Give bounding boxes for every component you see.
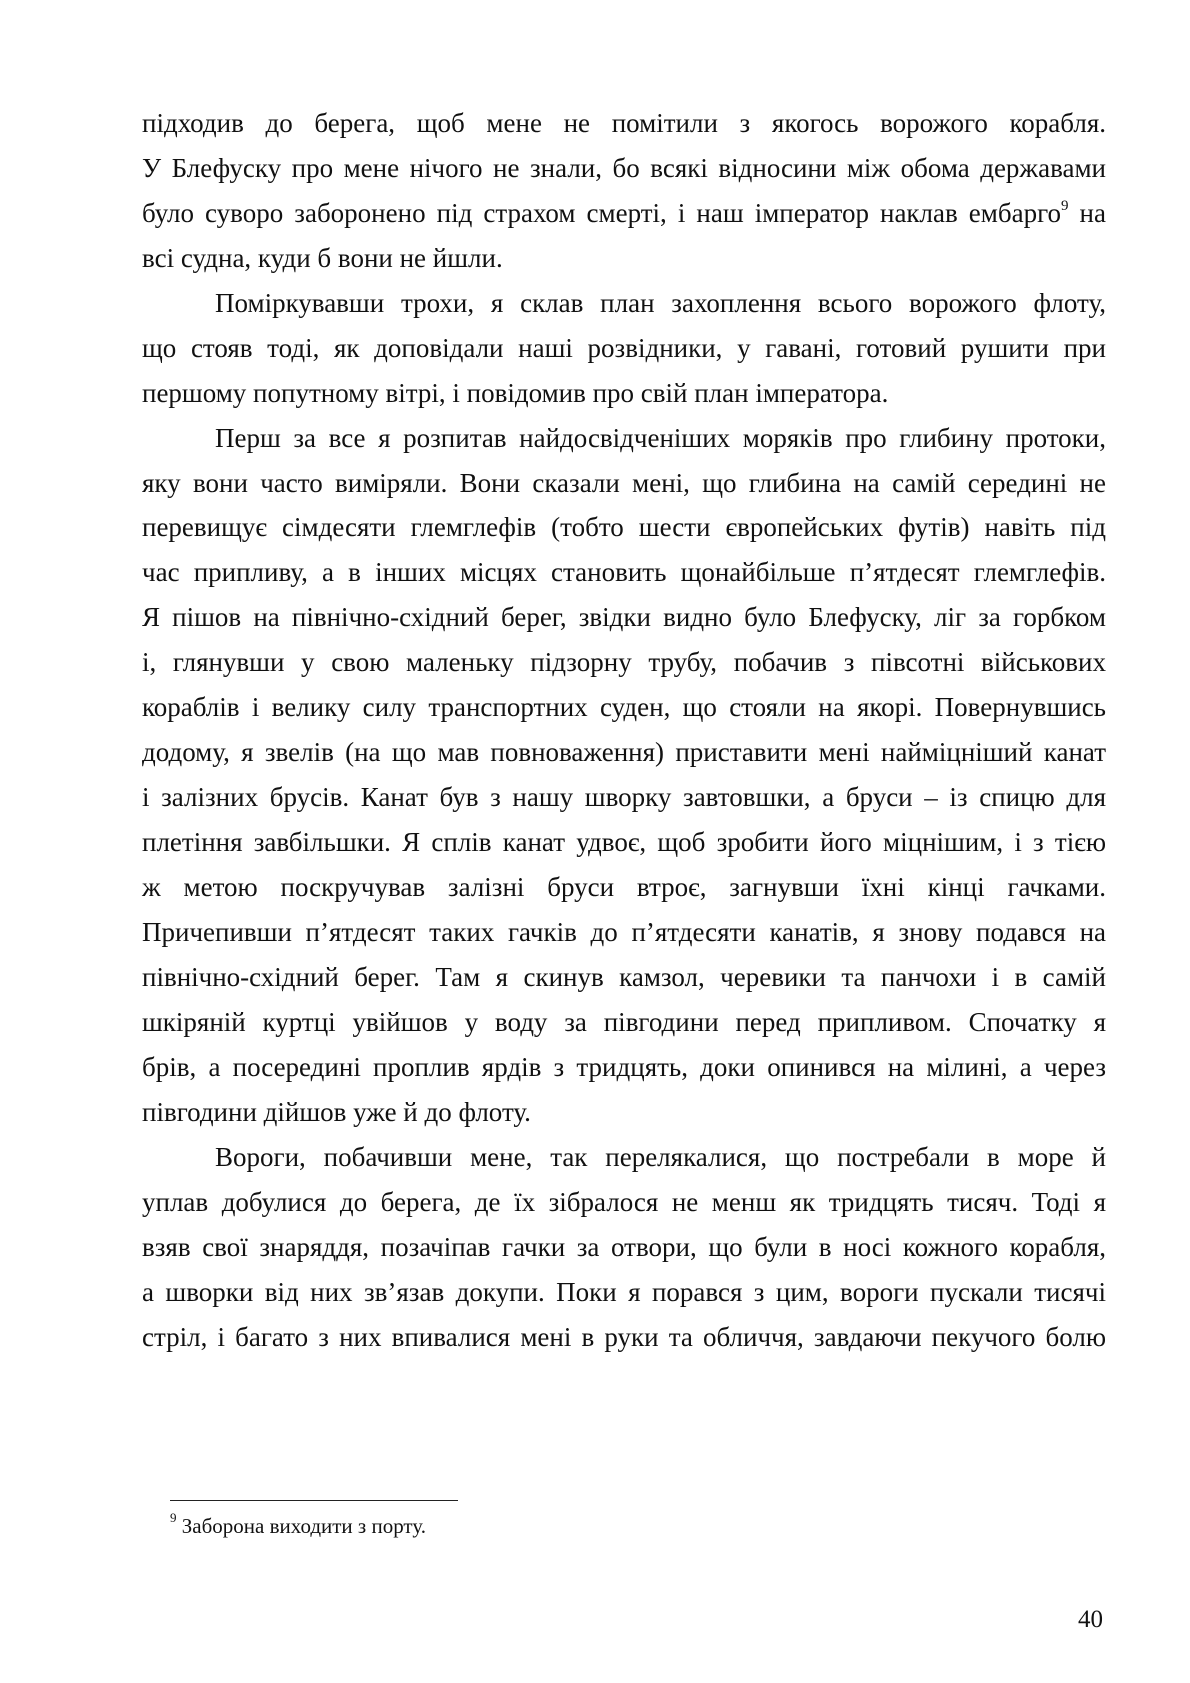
text-line: ж метою поскручував залізні бруси втроє, загнувши їхні кінці гачками. (142, 872, 1106, 902)
text-line: першому попутному вітрі, і повідомив про свій план імператора. (142, 378, 889, 408)
footnote-marker: 9 (170, 1510, 177, 1525)
footnote (170, 1512, 426, 1540)
text-line: брів, а посередині проплив ярдів з тридцять, доки опинився на мілині, а через (142, 1052, 1106, 1082)
text-line: Я пішов на північно-східний берег, звідки видно було Блефуску, ліг за горбком (142, 602, 1106, 632)
text-line: Вороги, побачивши мене, так перелякалися, що постребали в море й (215, 1142, 1106, 1172)
text-line: Перш за все я розпитав найдосвідченіших моряків про глибину протоки, (215, 423, 1106, 453)
page-number: 40 (1078, 1606, 1103, 1633)
text-line-segment: було суворо заборонено під страхом смерті, і наш імператор наклав ембарго (142, 198, 1061, 228)
text-line: час припливу, а в інших місцях становить щонайбільше п’ятдесят глемглефів. (142, 557, 1106, 587)
footnote-text: Заборона виходити з порту. (176, 1514, 426, 1538)
text-line (142, 191, 1106, 235)
text-line: уплав добулися до берега, де їх зібралося не менш як тридцять тисяч. Тоді я (142, 1187, 1106, 1217)
text-line: У Блефуску про мене нічого не знали, бо всякі відносини між обома державами (142, 153, 1106, 183)
footnote-reference[interactable]: 9 (1061, 198, 1069, 214)
text-line: і, глянувши у свою маленьку підзорну трубу, побачив з півсотні військових (142, 647, 1106, 677)
text-line: підходив до берега, щоб мене не помітили з якогось ворожого корабля. (142, 108, 1106, 138)
text-line: і залізних брусів. Канат був з нашу шворку завтовшки, а бруси – із спицю для (142, 782, 1106, 812)
text-line: кораблів і велику силу транспортних суден, що стояли на якорі. Повернувшись (142, 692, 1106, 722)
text-line: що стояв тоді, як доповідали наші розвідники, у гавані, готовий рушити при (142, 333, 1106, 363)
text-line: додому, я звелів (на що мав повноваження) приставити мені найміцніший канат (142, 737, 1106, 767)
text-line: шкіряній куртці увійшов у воду за півгодини перед припливом. Спочатку я (142, 1007, 1106, 1037)
footnote-separator (170, 1500, 458, 1501)
text-line: Причепивши п’ятдесят таких гачків до п’ятдесяти канатів, я знову подався на (142, 917, 1106, 947)
text-line: північно-східний берег. Там я скинув камзол, черевики та панчохи і в самій (142, 962, 1106, 992)
text-line: півгодини дійшов уже й до флоту. (142, 1097, 531, 1127)
text-line: Поміркувавши трохи, я склав план захоплення всього ворожого флоту, (215, 288, 1106, 318)
text-line: всі судна, куди б вони не йшли. (142, 243, 503, 273)
text-line: а шворки від них зв’язав докупи. Поки я порався з цим, вороги пускали тисячі (142, 1277, 1106, 1307)
text-line: взяв свої знаряддя, позачіпав гачки за отвори, що були в носі кожного корабля, (142, 1232, 1106, 1262)
text-line-segment: на (1068, 198, 1106, 228)
text-line: стріл, і багато з них впивалися мені в руки та обличчя, завдаючи пекучого болю (142, 1322, 1106, 1352)
text-line: яку вони часто виміряли. Вони сказали мені, що глибина на самій середині не (142, 468, 1106, 498)
text-line: перевищує сімдесяти глемглефів (тобто шести європейських футів) навіть під (142, 512, 1106, 542)
text-line: плетіння завбільшки. Я сплів канат удвоє, щоб зробити його міцнішим, і з тією (142, 827, 1106, 857)
